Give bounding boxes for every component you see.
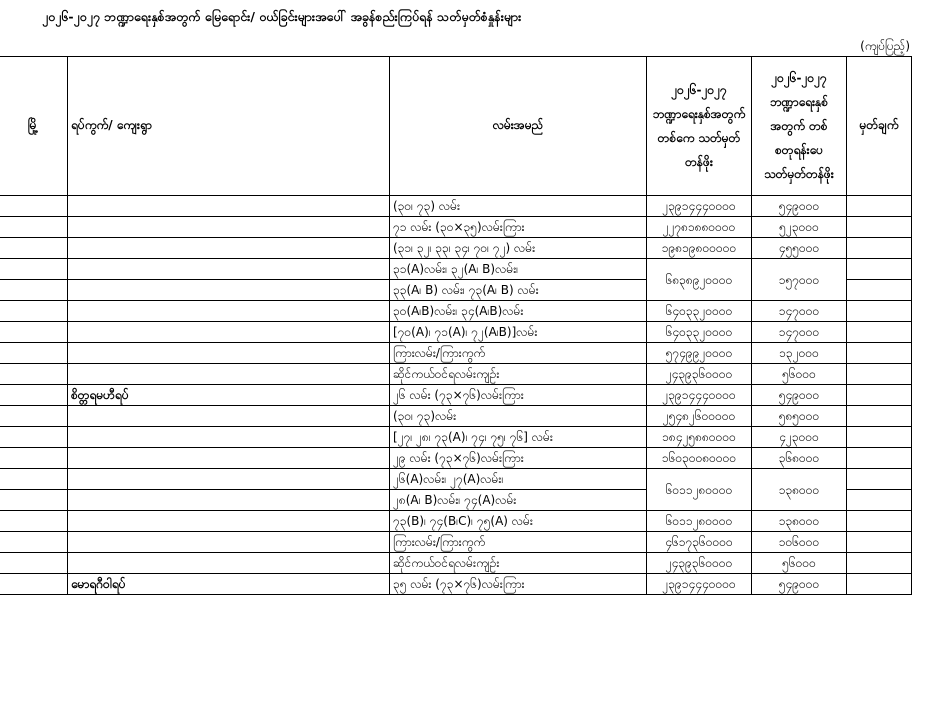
cell-road: ၃၁(A)လမ်း၊ ၃၂(A၊ B)လမ်း၊	[390, 259, 647, 280]
cell-village	[68, 322, 390, 343]
table-row	[0, 301, 912, 322]
cell-remark	[847, 553, 912, 574]
table-row	[0, 322, 912, 343]
cell-road: (၃၀၊ ၇၃) လမ်း	[390, 196, 647, 217]
cell-road: ၂၆(A)လမ်း၊ ၂၇(A)လမ်း၊	[390, 469, 647, 490]
cell-permanent-value: ၁၆၀၃၀၀၈၀၀၀၀	[647, 448, 752, 469]
cell-village	[68, 406, 390, 427]
header-permanent-value: ၂၀၂၆-၂၀၂၇ ဘဏ္ဍာရေးနှစ်အတွက် တစ်ကေ သတ်မှတ်တန်ဖိုး	[647, 57, 752, 196]
header-remark: မှတ်ချက်	[847, 57, 912, 196]
table-row	[0, 217, 912, 238]
cell-permanent-value: ၂၄၃၉၃၆၀၀၀၀	[647, 364, 752, 385]
cell-city	[0, 364, 68, 385]
table-row	[0, 553, 912, 574]
valuation-table	[0, 56, 912, 595]
cell-city	[0, 448, 68, 469]
cell-village	[68, 511, 390, 532]
cell-square-foot-value: ၅၂၃၀၀၀	[752, 217, 847, 238]
cell-remark	[847, 448, 912, 469]
cell-city	[0, 406, 68, 427]
cell-road: ၃၅ လမ်း (၇၃×၇၆)လမ်းကြား	[390, 574, 647, 595]
cell-city	[0, 469, 68, 490]
cell-city	[0, 553, 68, 574]
cell-permanent-value: ၄၆၁၇၃၆၀၀၀၀	[647, 532, 752, 553]
cell-square-foot-value: ၁၄၇၀၀၀	[752, 301, 847, 322]
cell-road: ၃၃(A၊ B) လမ်း၊ ၇၃(A၊ B) လမ်း	[390, 280, 647, 301]
cell-square-foot-value: ၅၆၀၀၀	[752, 553, 847, 574]
table-body	[0, 196, 912, 595]
cell-road: [၇၀(A)၊ ၇၁(A)၊ ၇၂(A၊B)]လမ်း	[390, 322, 647, 343]
cell-square-foot-value: ၅၄၉၀၀၀	[752, 196, 847, 217]
cell-remark	[847, 574, 912, 595]
table-row	[0, 469, 912, 490]
cell-remark	[847, 301, 912, 322]
cell-road: (၃၀၊ ၇၃)လမ်း	[390, 406, 647, 427]
cell-square-foot-value: ၁၀၆၀၀၀	[752, 532, 847, 553]
cell-remark	[847, 490, 912, 511]
cell-village	[68, 553, 390, 574]
header-city: မြို့	[0, 57, 68, 196]
cell-square-foot-value: ၁၃၈၀၀၀	[752, 469, 847, 511]
cell-city	[0, 259, 68, 280]
cell-road: ၂၆ လမ်း (၇၃×၇၆)လမ်းကြား	[390, 385, 647, 406]
cell-road: ကြားလမ်း/ကြားကွက်	[390, 343, 647, 364]
cell-city	[0, 280, 68, 301]
cell-village	[68, 427, 390, 448]
cell-permanent-value: ၁၈၄၂၅၈၈၀၀၀၀	[647, 427, 752, 448]
cell-village	[68, 280, 390, 301]
cell-permanent-value: ၂၃၉၁၄၄၄၀၀၀၀	[647, 574, 752, 595]
table-row	[0, 385, 912, 406]
cell-city	[0, 238, 68, 259]
cell-square-foot-value: ၄၂၃၀၀၀	[752, 427, 847, 448]
cell-remark	[847, 385, 912, 406]
cell-village	[68, 532, 390, 553]
currency-unit: (ကျပ်ပြည့်)	[860, 39, 910, 53]
cell-remark	[847, 343, 912, 364]
table-row	[0, 343, 912, 364]
cell-road: [၂၇၊ ၂၈၊ ၇၃(A)၊ ၇၄၊ ၇၅၊ ၇၆] လမ်း	[390, 427, 647, 448]
cell-square-foot-value: ၅၈၅၀၀၀	[752, 406, 847, 427]
cell-remark	[847, 364, 912, 385]
header-village: ရပ်ကွက်/ ကျေးရွာ	[68, 57, 390, 196]
cell-square-foot-value: ၃၆၈၀၀၀	[752, 448, 847, 469]
cell-remark	[847, 511, 912, 532]
table-row	[0, 364, 912, 385]
cell-road: ၇၃(B)၊ ၇၄(B၊C)၊ ၇၅(A) လမ်း	[390, 511, 647, 532]
cell-square-foot-value: ၅၆၀၀၀	[752, 364, 847, 385]
cell-square-foot-value: ၄၅၅၀၀၀	[752, 238, 847, 259]
cell-square-foot-value: ၁၅၇၀၀၀	[752, 259, 847, 301]
table-header-row	[0, 57, 912, 196]
cell-village	[68, 469, 390, 490]
cell-permanent-value: ၆၄၀၃၃၂၀၀၀၀	[647, 322, 752, 343]
cell-city	[0, 574, 68, 595]
cell-road: ဆိုင်ကယ်ဝင်ရလမ်းကျဉ်း	[390, 364, 647, 385]
table-row	[0, 511, 912, 532]
cell-permanent-value: ၅၇၄၉၉၂၀၀၀၀	[647, 343, 752, 364]
cell-permanent-value: ၂၃၉၁၄၄၄၀၀၀၀	[647, 196, 752, 217]
table-row	[0, 532, 912, 553]
cell-remark	[847, 469, 912, 490]
cell-remark	[847, 196, 912, 217]
cell-remark	[847, 427, 912, 448]
cell-road: ကြားလမ်း/ကြားကွက်	[390, 532, 647, 553]
cell-village	[68, 448, 390, 469]
cell-square-foot-value: ၁၃၂၀၀၀	[752, 343, 847, 364]
cell-city	[0, 322, 68, 343]
cell-road: ၃၀(A၊B)လမ်း၊ ၃၄(A၊B)လမ်း	[390, 301, 647, 322]
cell-city	[0, 532, 68, 553]
cell-village	[68, 238, 390, 259]
cell-square-foot-value: ၅၄၉၀၀၀	[752, 385, 847, 406]
cell-village	[68, 490, 390, 511]
cell-permanent-value: ၂၂၇၈၁၈၈၀၀၀၀	[647, 217, 752, 238]
cell-square-foot-value: ၅၄၉၀၀၀	[752, 574, 847, 595]
cell-city	[0, 343, 68, 364]
table-row	[0, 574, 912, 595]
table-row	[0, 196, 912, 217]
cell-remark	[847, 406, 912, 427]
cell-city	[0, 427, 68, 448]
table-row	[0, 448, 912, 469]
cell-village	[68, 259, 390, 280]
cell-remark	[847, 217, 912, 238]
cell-road: (၃၁၊ ၃၂၊ ၃၃၊ ၃၄၊ ၇၀၊ ၇၂) လမ်း	[390, 238, 647, 259]
cell-permanent-value: ၂၄၃၉၃၆၀၀၀၀	[647, 553, 752, 574]
cell-permanent-value: ၁၉၈၁၉၈၀၀၀၀၀	[647, 238, 752, 259]
cell-permanent-value: ၂၅၄၈၂၆၀၀၀၀၀	[647, 406, 752, 427]
cell-square-foot-value: ၁၃၈၀၀၀	[752, 511, 847, 532]
cell-city	[0, 196, 68, 217]
cell-remark	[847, 259, 912, 280]
cell-city	[0, 490, 68, 511]
cell-village: မောရဂီဝါရပ်	[68, 574, 390, 595]
cell-village	[68, 196, 390, 217]
cell-village	[68, 364, 390, 385]
cell-city	[0, 511, 68, 532]
cell-road: ၇၁ လမ်း (၃၀×၃၅)လမ်းကြား	[390, 217, 647, 238]
cell-permanent-value: ၆၀၁၁၂၈၀၀၀၀	[647, 511, 752, 532]
cell-road: ဆိုင်ကယ်ဝင်ရလမ်းကျဉ်း	[390, 553, 647, 574]
cell-road: ၂၉ လမ်း (၇၃×၇၆)လမ်းကြား	[390, 448, 647, 469]
table-row	[0, 238, 912, 259]
cell-village	[68, 217, 390, 238]
cell-permanent-value: ၆၀၁၁၂၈၀၀၀၀	[647, 469, 752, 511]
cell-remark	[847, 280, 912, 301]
cell-city	[0, 385, 68, 406]
table-row	[0, 259, 912, 280]
cell-remark	[847, 238, 912, 259]
cell-remark	[847, 532, 912, 553]
document-title: ၂၀၂၆-၂၀၂၇ ဘဏ္ဍာရေးနှစ်အတွက် မြေရောင်း/ ဝယ်ခြင်းများအပေါ် အခွန်စည်းကြပ်ရန် သတ်မှတ်စံနှုန်းများ	[42, 9, 522, 24]
cell-city	[0, 217, 68, 238]
header-square-foot-value: ၂၀၂၆-၂၀၂၇ ဘဏ္ဍာရေးနှစ်အတွက် တစ်စတုရန်းပေ သတ်မှတ်တန်ဖိုး	[752, 57, 847, 196]
cell-village	[68, 343, 390, 364]
cell-square-foot-value: ၁၄၇၀၀၀	[752, 322, 847, 343]
header-road: လမ်းအမည်	[390, 57, 647, 196]
cell-remark	[847, 322, 912, 343]
table-row	[0, 406, 912, 427]
cell-permanent-value: ၆၄၀၃၃၂၀၀၀၀	[647, 301, 752, 322]
cell-village	[68, 301, 390, 322]
cell-road: ၂၈(A၊ B)လမ်း၊ ၇၄(A)လမ်း	[390, 490, 647, 511]
cell-permanent-value: ၂၃၉၁၄၄၄၀၀၀၀	[647, 385, 752, 406]
cell-permanent-value: ၆၈၃၈၉၂၀၀၀၀	[647, 259, 752, 301]
cell-village: စိတ္တရမဟီရပ်	[68, 385, 390, 406]
table-row	[0, 427, 912, 448]
cell-city	[0, 301, 68, 322]
